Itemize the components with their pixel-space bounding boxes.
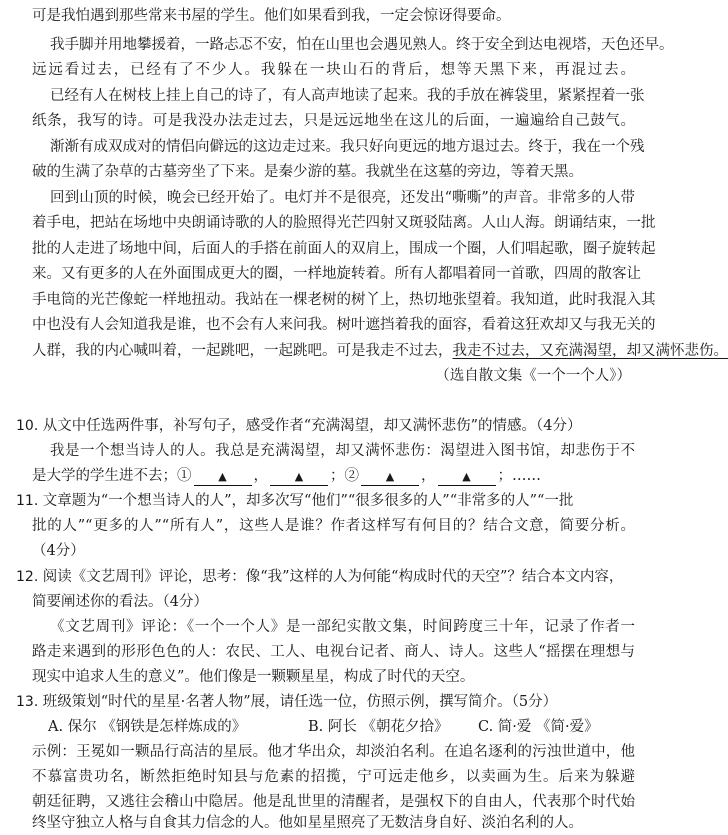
question-10 <box>0 414 661 438</box>
q11-line-1: 文章题为“一个想当诗人的人”，却多次写“他们”“很多很多的人”“非常多的人”“一批 <box>42 493 574 509</box>
q13-example-1: 示例：王冕如一颗品行高洁的星辰。他才华出众，却淡泊名利。在追名逐利的污浊世道中，他 <box>32 744 635 760</box>
option-b-book: 《朝花夕拾》 <box>361 719 449 735</box>
passage-line-1: 可是我怕遇到那些常来书屋的学生。他们如果看到我，一定会惊讶得要命。 <box>32 8 511 24</box>
q12-quote-3: 现实中追求人生的意义”。他们像是一颗颗星星，构成了时代的天空。 <box>32 669 475 685</box>
option-c-book: 《简·爱》 <box>536 719 599 735</box>
option-a-book: 《钢铁是怎样炼成的》 <box>101 719 247 735</box>
q12-number: 12. <box>16 569 39 585</box>
q12-line-1: 阅读《文艺周刊》评论，思考：像“我”这样的人为何能“构成时代的天空”？结合本文内容， <box>42 569 624 585</box>
passage-line-3: 远远看过去，已经有了不少人。我躲在一块山石的背后，想等天黑下来，再混过去。 <box>32 62 635 78</box>
q13-example-2: 不慕富贵功名，断然拒绝时知县与危素的招揽，宁可远走他乡，以卖画为生。后来为躲避 <box>32 769 635 785</box>
q10-tail: ；…… <box>497 468 541 484</box>
q10-line-2: 我是一个想当诗人的人。我总是充满渴望，却又满怀悲伤：渴望进入图书馆，却悲伤于不 <box>50 443 635 459</box>
q13-example-3: 朝廷征聘，又逃往会稽山中隐居。他是乱世里的清醒者，是强权下的自由人，代表那个时代始 <box>32 794 635 810</box>
option-b-label: B. 阿长 <box>308 719 357 735</box>
passage-line-14 <box>0 339 728 363</box>
passage-line-8: 回到山顶的时候，晚会已经开始了。电灯并不是很亮，还发出“嘶嘶”的声音。非常多的人带 <box>50 190 635 206</box>
passage-source: （选自散文集《一个一个人》） <box>435 368 631 384</box>
answer-blank-1[interactable]: ▲ <box>194 469 252 486</box>
q10-sep-3: ， <box>421 468 436 484</box>
option-a[interactable] <box>48 715 246 739</box>
underlined-sentence: 我走不过去，又充满渴望，却又满怀悲伤。 <box>452 343 728 359</box>
answer-blank-2[interactable]: ▲ <box>270 469 328 486</box>
passage-line-10: 批的人走进了场地中间，后面人的手搭在前面人的双肩上，围成一个圈，人们唱起歌，圈子旋转起 <box>32 241 656 257</box>
q11-line-2: 批的人”“更多的人”“所有人”，这些人是谁？作者这样写有何目的？结合文意，简要分析。 <box>32 518 635 534</box>
q10-line-3 <box>0 464 661 488</box>
answer-blank-3[interactable]: ▲ <box>361 469 419 486</box>
passage-line-6: 渐渐有成双成对的情侣向僻远的这边走过来。我只好向更远的地方退过去。终于，我在一个残 <box>50 139 645 155</box>
q10-prompt: 从文中任选两件事，补写句子，感受作者“充满渴望，却又满怀悲伤”的情感。（4分） <box>42 418 582 434</box>
question-11 <box>0 489 661 513</box>
q11-number: 11. <box>16 493 39 509</box>
question-13 <box>0 690 661 714</box>
q13-options <box>0 715 661 739</box>
q12-quote-2: 路走来遇到的形形色色的人：农民、工人、电视台记者、商人、诗人。这些人“摇摆在理想与 <box>32 644 635 660</box>
passage-line-13: 中也没有人会知道我是谁，也不会有人来问我。树叶遮挡着我的面容，看着这狂欢却又与我无关的 <box>32 317 656 333</box>
q10-sep-1: ， <box>253 468 268 484</box>
passage-line-5: 纸条，我写的诗。可是我没办法走过去，只是远远地坐在这儿的后面，一遍遍给自己鼓气。 <box>32 113 635 129</box>
passage-line-9: 着手电，把站在场地中央朗诵诗歌的人的脸照得光芒四射又斑驳陆离。人山人海。朗诵结束，一批 <box>32 215 656 231</box>
q13-example-4: 终坚守独立人格与自食其力信念的人。他如星星照亮了无数洁身自好、淡泊名利的人。 <box>32 815 583 831</box>
q11-line-3: （4分） <box>32 543 85 559</box>
passage-line-2: 我手脚并用地攀援着，一路忐忑不安，怕在山里也会遇见熟人。终于安全到达电视塔，天色还早。 <box>50 37 674 53</box>
passage-line-4: 已经有人在树枝上挂上自己的诗了，有人高声地读了起来。我的手放在裤袋里，紧紧捏着一张 <box>50 88 645 104</box>
passage-line-11: 来。又有更多的人在外面围成更大的圈，一样地旋转着。所有人都唱着同一首歌，四周的散客让 <box>32 266 641 282</box>
option-c[interactable] <box>478 715 599 739</box>
passage-line-12: 手电筒的光芒像蛇一样地扭动。我站在一棵老树的树丫上，热切地张望着。我知道，此时我混入其 <box>32 292 656 308</box>
option-a-label: A. 保尔 <box>48 719 97 735</box>
passage-line-14-text: 人群，我的内心喊叫着，一起跳吧，一起跳吧。可是我走不过去， <box>32 343 453 359</box>
passage-line-7: 破的生满了杂草的古墓旁坐了下来。是秦少游的墓。我就坐在这墓的旁边，等着天黑。 <box>32 164 583 180</box>
q10-number: 10. <box>16 418 39 434</box>
question-12 <box>0 565 661 589</box>
q10-line-3-text: 是大学的学生进不去；① <box>32 468 192 484</box>
answer-blank-4[interactable]: ▲ <box>438 469 496 486</box>
q10-sep-2: ；② <box>330 468 359 484</box>
option-c-label: C. 简·爱 <box>478 719 532 735</box>
q13-number: 13. <box>16 694 39 710</box>
q12-line-2: 简要阐述你的看法。（4分） <box>32 594 208 610</box>
option-b[interactable] <box>308 715 448 739</box>
q13-prompt: 班级策划“时代的星星·名著人物”展，请任选一位，仿照示例，撰写简介。（5分） <box>42 694 558 710</box>
q12-quote-1: 《文艺周刊》评论：《一个一个人》是一部纪实散文集，时间跨度三十年，记录了作者一 <box>50 619 635 635</box>
